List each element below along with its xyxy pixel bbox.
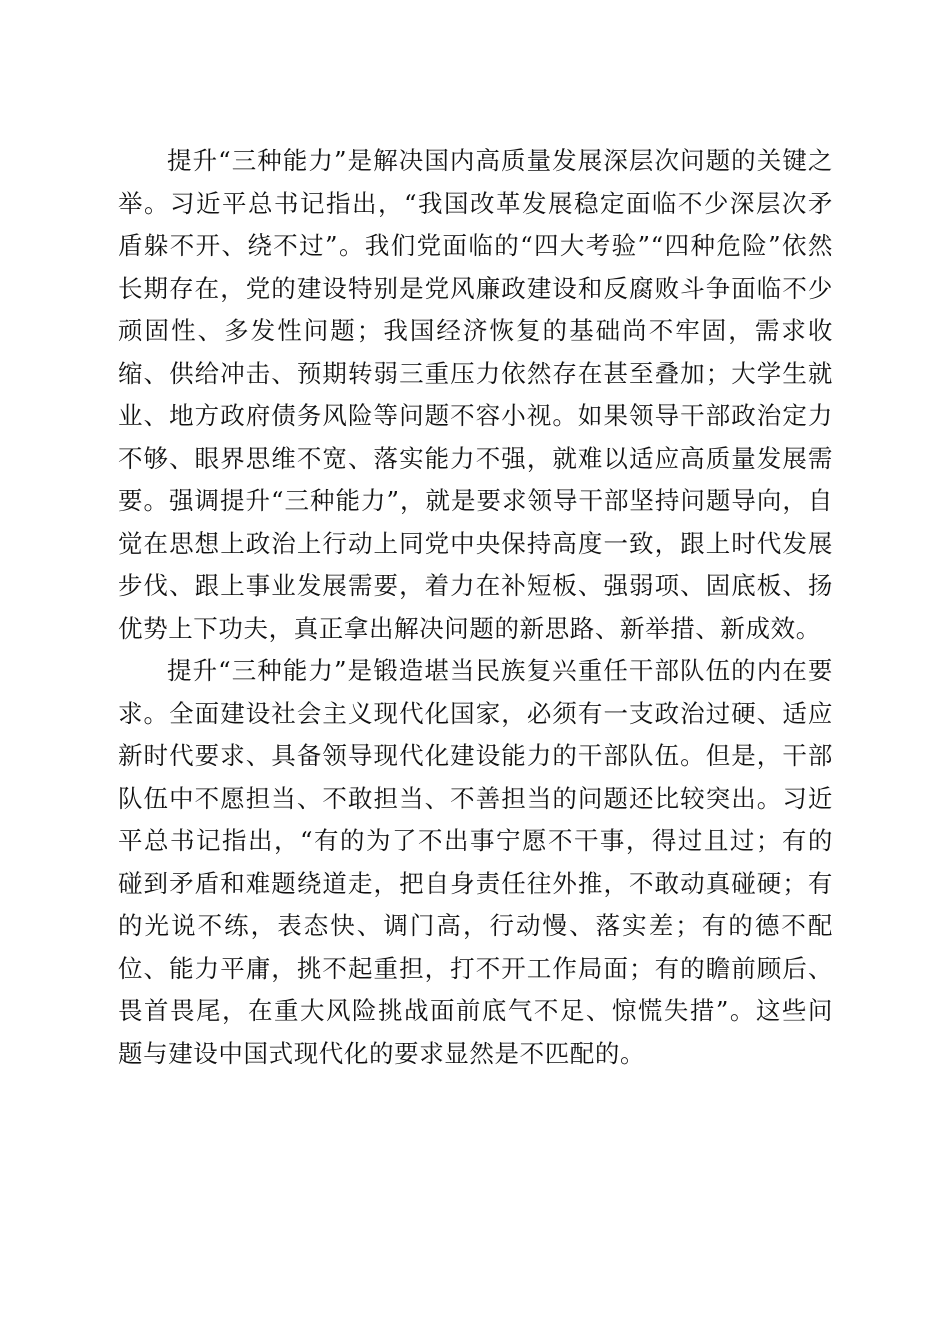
- body-text: [118, 140, 833, 1075]
- paragraph-2: 提升“三种能力”是锻造堪当民族复兴重任干部队伍的内在要求。全面建设社会主义现代化国家，必须有一支政治过硬、适应新时代要求、具备领导现代化建设能力的干部队伍。但是，干部队伍中不愿担当、不敢担当、不善担当的问题还比较突出。习近平总书记指出，“有的为了不出事宁愿不干事，得过且过；有的碰到矛盾和难题绕道走，把自身责任往外推，不敢动真碰硬；有的光说不练，表态快、调门高，行动慢、落实差；有的德不配位、能力平庸，挑不起重担，打不开工作局面；有的瞻前顾后、畏首畏尾，在重大风险挑战面前底气不足、惊慌失措”。这些问题与建设中国式现代化的要求显然是不匹配的。: [118, 656, 833, 1068]
- paragraph-1: 提升“三种能力”是解决国内高质量发展深层次问题的关键之举。习近平总书记指出，“我国改革发展稳定面临不少深层次矛盾躲不开、绕不过”。我们党面临的“四大考验”“四种危险”依然长期存在，党的建设特别是党风廉政建设和反腐败斗争面临不少顽固性、多发性问题；我国经济恢复的基础尚不牢固，需求收缩、供给冲击、预期转弱三重压力依然存在甚至叠加；大学生就业、地方政府债务风险等问题不容小视。如果领导干部政治定力不够、眼界思维不宽、落实能力不强，就难以适应高质量发展需要。强调提升“三种能力”，就是要求领导干部坚持问题导向，自觉在思想上政治上行动上同党中央保持高度一致，跟上时代发展步伐、跟上事业发展需要，着力在补短板、强弱项、固底板、扬优势上下功夫，真正拿出解决问题的新思路、新举措、新成效。: [118, 146, 833, 643]
